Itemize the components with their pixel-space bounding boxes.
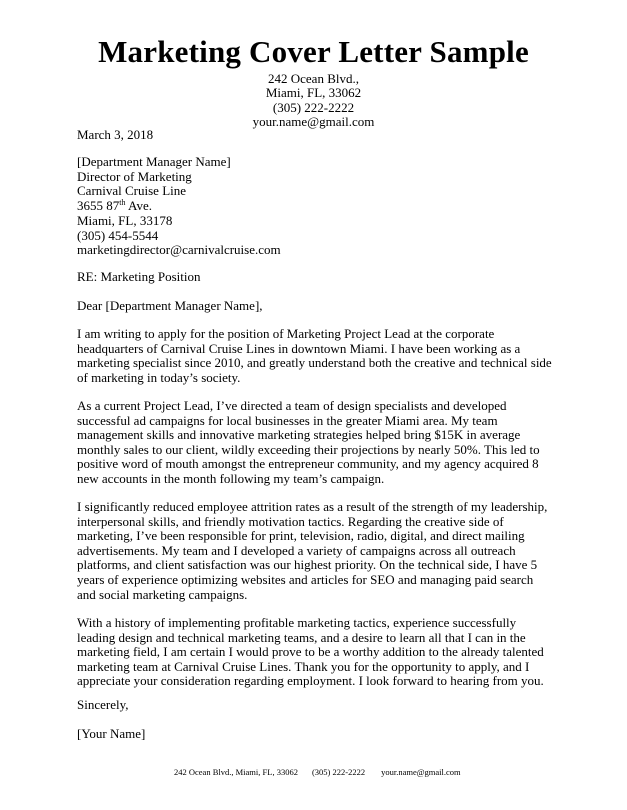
recipient-address-block bbox=[77, 155, 281, 258]
letter-title: Marketing Cover Letter Sample bbox=[98, 34, 529, 69]
recipient-phone: (305) 454-5544 bbox=[77, 227, 159, 243]
sender-street: 242 Ocean Blvd., bbox=[268, 71, 359, 86]
body-paragraph-2: As a current Project Lead, I’ve directed a team of design specialists and developed successful ad campaigns for local businesses in the greater Miami area. My team management skills and innovative marketing strategies helped bring $15K in average monthly sales to our client, wildly exceeding their projections by nearly 50%. This led to positive word of mouth amongst the entrepreneur community, and my agency acquired 8 new accounts in the month following my team’s campaign. bbox=[77, 398, 540, 486]
sender-email: your.name@gmail.com bbox=[252, 114, 375, 130]
recipient-company: Carnival Cruise Line bbox=[77, 183, 187, 199]
recipient-title: Director of Marketing bbox=[77, 168, 192, 184]
recipient-street-ordinal: th bbox=[119, 198, 126, 208]
signature-name: [Your Name] bbox=[77, 726, 146, 741]
sender-city: Miami, FL, 33062 bbox=[265, 85, 362, 101]
letter-date: March 3, 2018 bbox=[77, 127, 154, 142]
recipient-email: marketingdirector@carnivalcruise.com bbox=[77, 242, 281, 258]
body-paragraph-4: With a history of implementing profitable marketing tactics, experience successfully leading design and technical marketing teams, and a desire to learn all that I can in the marketing field, I am certain I would prove to be a worthy addition to the already talented marketing team at Carnival Cruise Lines. Thank you for the opportunity to apply, and I appreciate your consideration regarding employment. I look forward to hearing from you. bbox=[77, 615, 544, 689]
recipient-name: [Department Manager Name] bbox=[77, 154, 231, 169]
sender-contact-block bbox=[0, 72, 627, 130]
recipient-street-number: 3655 87 bbox=[77, 198, 120, 214]
recipient-city: Miami, FL, 33178 bbox=[77, 212, 173, 228]
recipient-street-rest: Ave. bbox=[125, 198, 152, 214]
footer-phone: (305) 222-2222 bbox=[311, 767, 366, 777]
footer-email: your.name@gmail.com bbox=[381, 767, 461, 777]
footer bbox=[174, 767, 461, 777]
footer-address: 242 Ocean Blvd., Miami, FL, 33062 bbox=[174, 767, 298, 777]
salutation: Dear [Department Manager Name], bbox=[77, 298, 263, 313]
body-paragraph-1: I am writing to apply for the position of Marketing Project Lead at the corporate headquarters of Carnival Cruise Lines in downtown Miami. I have been working as a marketing specialist since 2010, and greatly understand both the creative and technical side of marketing in today’s society. bbox=[77, 326, 552, 385]
closing: Sincerely, bbox=[77, 697, 129, 712]
sender-phone: (305) 222-2222 bbox=[272, 99, 355, 115]
recipient-street bbox=[77, 199, 281, 214]
body-paragraph-3: I significantly reduced employee attrition rates as a result of the strength of my leadership, interpersonal skills, and friendly motivation tactics. Regarding the creative side of marketing, I’ve been responsible for print, television, radio, digital, and direct mailing advertisements. My team and I developed a variety of campaigns across all outreach platforms, and client satisfaction was our highest priority. On the technical side, I have 5 years of experience optimizing websites and articles for SEO and managing paid search and social marketing campaigns. bbox=[77, 499, 548, 602]
re-line: RE: Marketing Position bbox=[77, 269, 201, 284]
